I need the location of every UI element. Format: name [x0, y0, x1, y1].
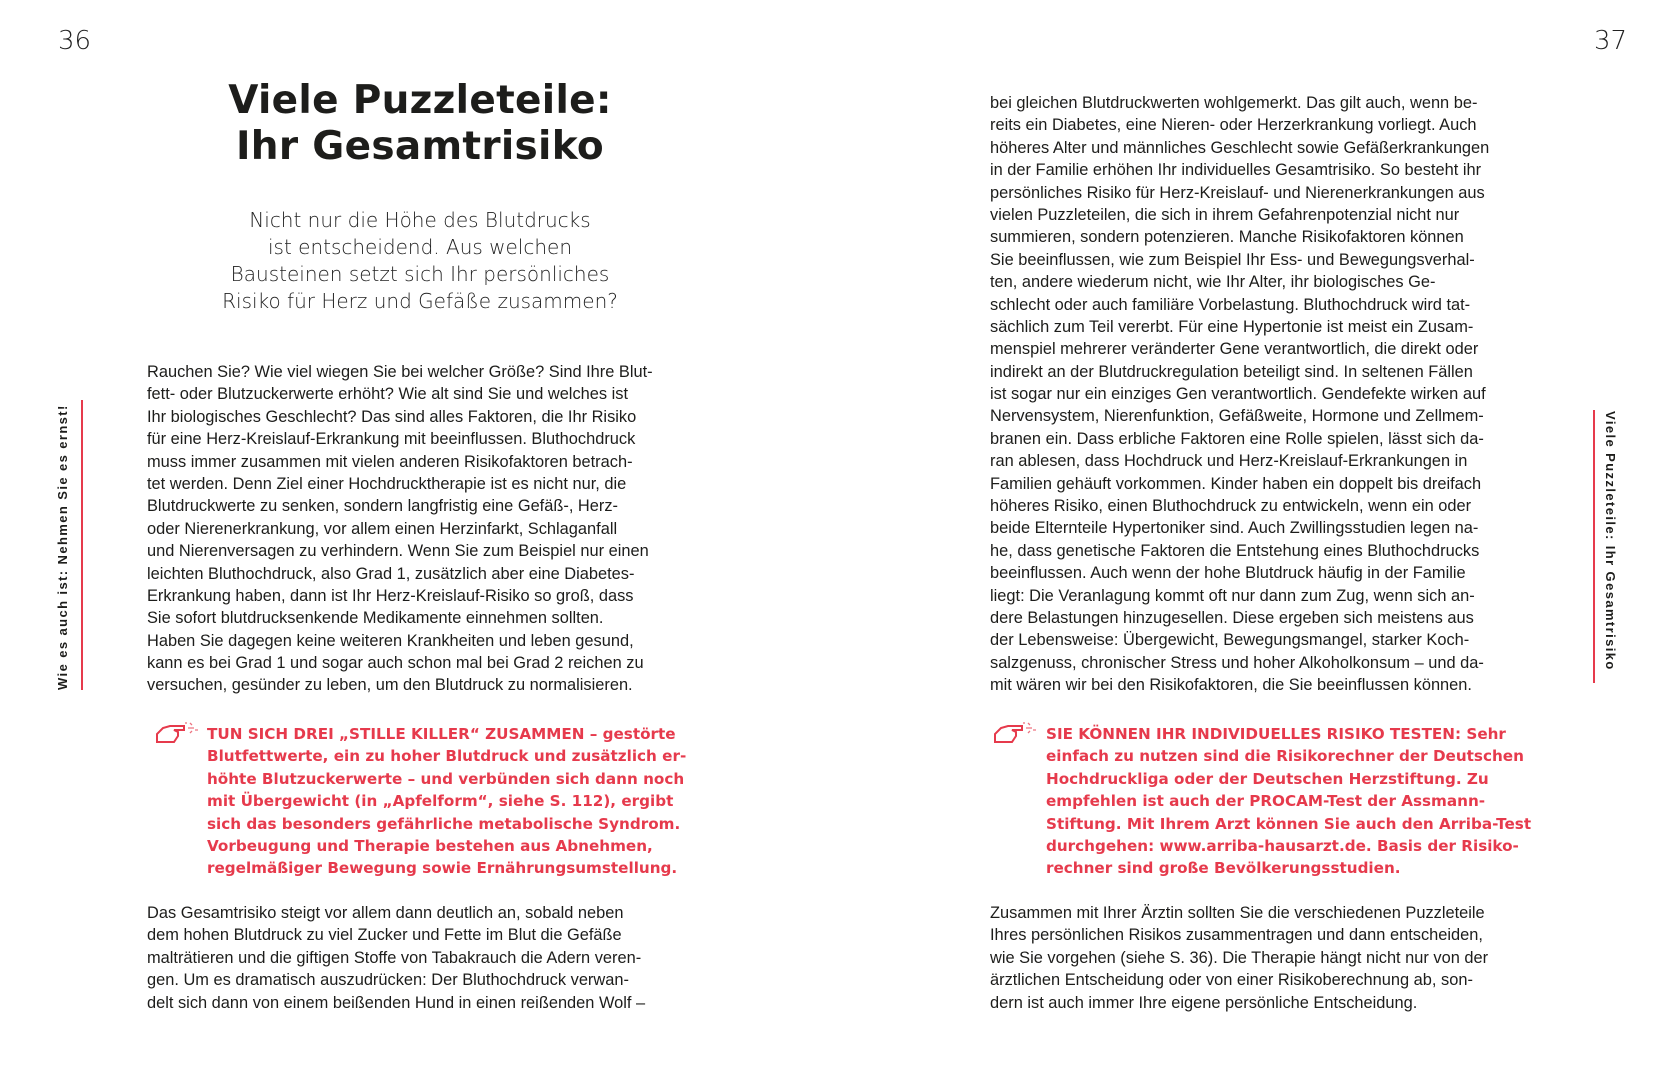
text-line: leichten Bluthochdruck, also Grad 1, zusätzlich aber eine Diabetes- [147, 564, 635, 583]
text-line: Blutdruckwerte zu senken, sondern langfristig eine Gefäß-, Herz- [147, 497, 618, 516]
text-line: rechner sind große Bevölkerungsstudien. [1046, 859, 1401, 878]
text-line: bei gleichen Blutdruckwerten wohlgemerkt. Das gilt auch, wenn be- [990, 94, 1478, 112]
right-bottom-text [990, 902, 1488, 1014]
text-line: vielen Puzzleteilen, die sich in ihrem Gefahrenpotenzial nicht nur [990, 205, 1460, 224]
page-number-left: 36 [58, 26, 92, 56]
text-line: menspiel mehrerer veränderter Gene verantwortlich, die direkt oder [990, 340, 1479, 359]
side-title-rule-right [1593, 410, 1595, 683]
text-line: tet werden. Denn Ziel einer Hochdrucktherapie ist es nicht nur, die [147, 474, 627, 493]
text-line: Erkrankung haben, dann ist Ihr Herz-Kreislauf-Risiko so groß, dass [147, 586, 634, 605]
tip-box-right [1046, 723, 1531, 880]
text-line: Blutfettwerte, ein zu hoher Blutdruck und zusätzlich er- [207, 747, 687, 766]
text-line: malträtieren und die giftigen Stoffe von Tabakrauch die Adern veren- [147, 948, 642, 967]
text-line: dern ist auch immer Ihre eigene persönliche Entscheidung. [990, 993, 1418, 1012]
text-line: branen ein. Dass erbliche Faktoren eine Rolle spielen, lässt sich da- [990, 429, 1484, 448]
text-line: beeinflussen. Auch wenn der hohe Blutdruck häufig in der Familie [990, 564, 1466, 583]
text-line: oder Nierenerkrankung, vor allem einen Herzinfarkt, Schlaganfall [147, 519, 618, 538]
pointing-hand-icon [154, 720, 200, 746]
text-line: liegt: Die Veranlagung kommt oft nur dann zum Zug, wenn sich an- [990, 586, 1475, 605]
text-line: durchgehen: www.arriba-hausarzt.de. Basis der Risiko- [1046, 836, 1519, 855]
text-line: höhte Blutzuckerwerte – und verbünden sich dann noch [207, 769, 685, 788]
text-line: fett- oder Blutzuckerwerte erhöht? Wie alt sind Sie und welches ist [147, 385, 629, 404]
text-line: summieren, sondern potenzieren. Manche Risikofaktoren können [990, 228, 1464, 247]
text-line: delt sich dann von einem beißenden Hund in einen reißenden Wolf – [147, 993, 646, 1012]
page-title [170, 78, 670, 170]
text-line: Rauchen Sie? Wie viel wiegen Sie bei welcher Größe? Sind Ihre Blut- [147, 363, 653, 381]
text-line: Sie beeinflussen, wie zum Beispiel Ihr Ess- und Bewegungsverhal- [990, 250, 1475, 269]
text-line: wie Sie vorgehen (siehe S. 36). Die Therapie hängt nicht nur von der [990, 948, 1489, 967]
side-title-rule-left [81, 400, 83, 690]
text-line: Hochdruckliga oder der Deutschen Herzstiftung. Zu [1046, 769, 1489, 788]
page-number-right: 37 [1594, 26, 1628, 56]
text-line: Stiftung. Mit Ihrem Arzt können Sie auch den Arriba-Test [1046, 814, 1532, 833]
text-line: Haben Sie dagegen keine weiteren Krankheiten und leben gesund, [147, 631, 634, 650]
subtitle-line: Nicht nur die Höhe des Blutdrucks [249, 208, 591, 232]
subtitle-line: Bausteinen setzt sich Ihr persönliches [230, 262, 610, 286]
text-line: ten, andere wiederum nicht, wie Ihr Alter, ihr biologisches Ge- [990, 273, 1436, 292]
subtitle-line: ist entscheidend. Aus welchen [267, 235, 573, 259]
subtitle-line: Risiko für Herz und Gefäße zusammen? [222, 289, 618, 313]
text-line: Ihr biologisches Geschlecht? Das sind alles Faktoren, die Ihr Risiko [147, 407, 637, 426]
text-line: einfach zu nutzen sind die Risikorechner der Deutschen [1046, 747, 1524, 766]
text-line: sächlich zum Teil vererbt. Für eine Hypertonie ist meist ein Zusam- [990, 317, 1474, 336]
title-line: Ihr Gesamtrisiko [235, 124, 605, 169]
side-title-left: Wie es auch ist: Nehmen Sie es ernst! [55, 404, 70, 690]
text-line: muss immer zusammen mit vielen anderen Risikofaktoren betrach- [147, 452, 633, 471]
text-line: SIE KÖNNEN IHR INDIVIDUELLES RISIKO TESTEN: Sehr [1046, 725, 1506, 743]
text-line: schlecht oder auch familiäre Vorbelastung. Bluthochdruck wird tat- [990, 295, 1471, 314]
tip-box-left [207, 723, 686, 880]
text-line: mit wären wir bei den Risikofaktoren, die Sie beeinflussen können. [990, 676, 1472, 695]
text-line: sich das besonders gefährliche metabolische Syndrom. [207, 814, 681, 833]
text-line: mit Übergewicht (in „Apfelform“, siehe S. 112), ergibt [207, 792, 674, 811]
text-line: Nervensystem, Nierenfunktion, Gefäßweite, Hormone und Zellmem- [990, 407, 1484, 426]
text-line: salzgenuss, chronischer Stress und hoher Alkoholkonsum – und da- [990, 653, 1484, 672]
text-line: Sie sofort blutdrucksenkende Medikamente einnehmen sollten. [147, 609, 604, 628]
text-line: ran ablesen, dass Hochdruck und Herz-Kreislauf-Erkrankungen in [990, 452, 1468, 471]
text-line: Vorbeugung und Therapie bestehen aus Abnehmen, [207, 836, 653, 855]
side-title-right: Viele Puzzleteile: Ihr Gesamtrisiko [1603, 411, 1618, 671]
text-line: ist sogar nur ein einziges Gen verantwortlich. Gendefekte wirken auf [990, 385, 1486, 404]
left-bottom-text [147, 902, 645, 1014]
text-line: der Lebensweise: Übergewicht, Bewegungsmangel, starker Koch- [990, 631, 1470, 650]
text-line: he, dass genetische Faktoren die Entstehung eines Bluthochdrucks [990, 541, 1480, 560]
text-line: reits ein Diabetes, eine Nieren- oder Herzerkrankung vorliegt. Auch [990, 116, 1477, 135]
text-line: Ihres persönlichen Risikos zusammentragen und dann entscheiden, [990, 926, 1483, 945]
text-line: versuchen, gesünder zu leben, um den Blutdruck zu normalisieren. [147, 676, 633, 695]
text-line: indirekt an der Blutdruckregulation beteiligt sind. In seltenen Fällen [990, 362, 1473, 381]
subtitle [170, 207, 670, 315]
text-line: höheres Alter und männliches Geschlecht sowie Gefäßerkrankungen [990, 138, 1490, 157]
text-line: und Nierenversagen zu verhindern. Wenn Sie zum Beispiel nur einen [147, 542, 649, 561]
text-line: empfehlen ist auch der PROCAM-Test der Assmann- [1046, 792, 1486, 811]
pointing-hand-icon [992, 720, 1038, 746]
text-line: dere Belastungen hinzugesellen. Diese ergeben sich meistens aus [990, 608, 1474, 627]
text-line: höheres Risiko, einen Bluthochdruck zu entwickeln, wenn ein oder [990, 497, 1472, 516]
right-body-text [990, 92, 1489, 697]
text-line: beide Elternteile Hypertoniker sind. Auch Zwillingsstudien legen na- [990, 519, 1479, 538]
text-line: Zusammen mit Ihrer Ärztin sollten Sie die verschiedenen Puzzleteile [990, 904, 1485, 922]
text-line: Familien gehäuft vorkommen. Kinder haben ein doppelt bis dreifach [990, 474, 1482, 493]
text-line: persönliches Risiko für Herz-Kreislauf- und Nierenerkrankungen aus [990, 183, 1485, 202]
text-line: gen. Um es dramatisch auszudrücken: Der Bluthochdruck verwan- [147, 971, 629, 990]
text-line: für eine Herz-Kreislauf-Erkrankung mit beeinflussen. Bluthochdruck [147, 430, 636, 449]
text-line: kann es bei Grad 1 und sogar auch schon mal bei Grad 2 reichen zu [147, 654, 644, 673]
text-line: in der Familie erhöhen Ihr individuelles Gesamtrisiko. So besteht ihr [990, 161, 1482, 180]
text-line: dem hohen Blutdruck zu viel Zucker und Fette im Blut die Gefäße [147, 926, 622, 945]
left-body-text [147, 361, 653, 697]
text-line: TUN SICH DREI „STILLE KILLER“ ZUSAMMEN – gestörte [207, 725, 676, 743]
text-line: regelmäßiger Bewegung sowie Ernährungsumstellung. [207, 859, 678, 878]
title-line: Viele Puzzleteile: [228, 78, 612, 123]
text-line: ärztlichen Entscheidung oder von einer Risikoberechnung ab, son- [990, 971, 1473, 990]
text-line: Das Gesamtrisiko steigt vor allem dann deutlich an, sobald neben [147, 904, 624, 922]
